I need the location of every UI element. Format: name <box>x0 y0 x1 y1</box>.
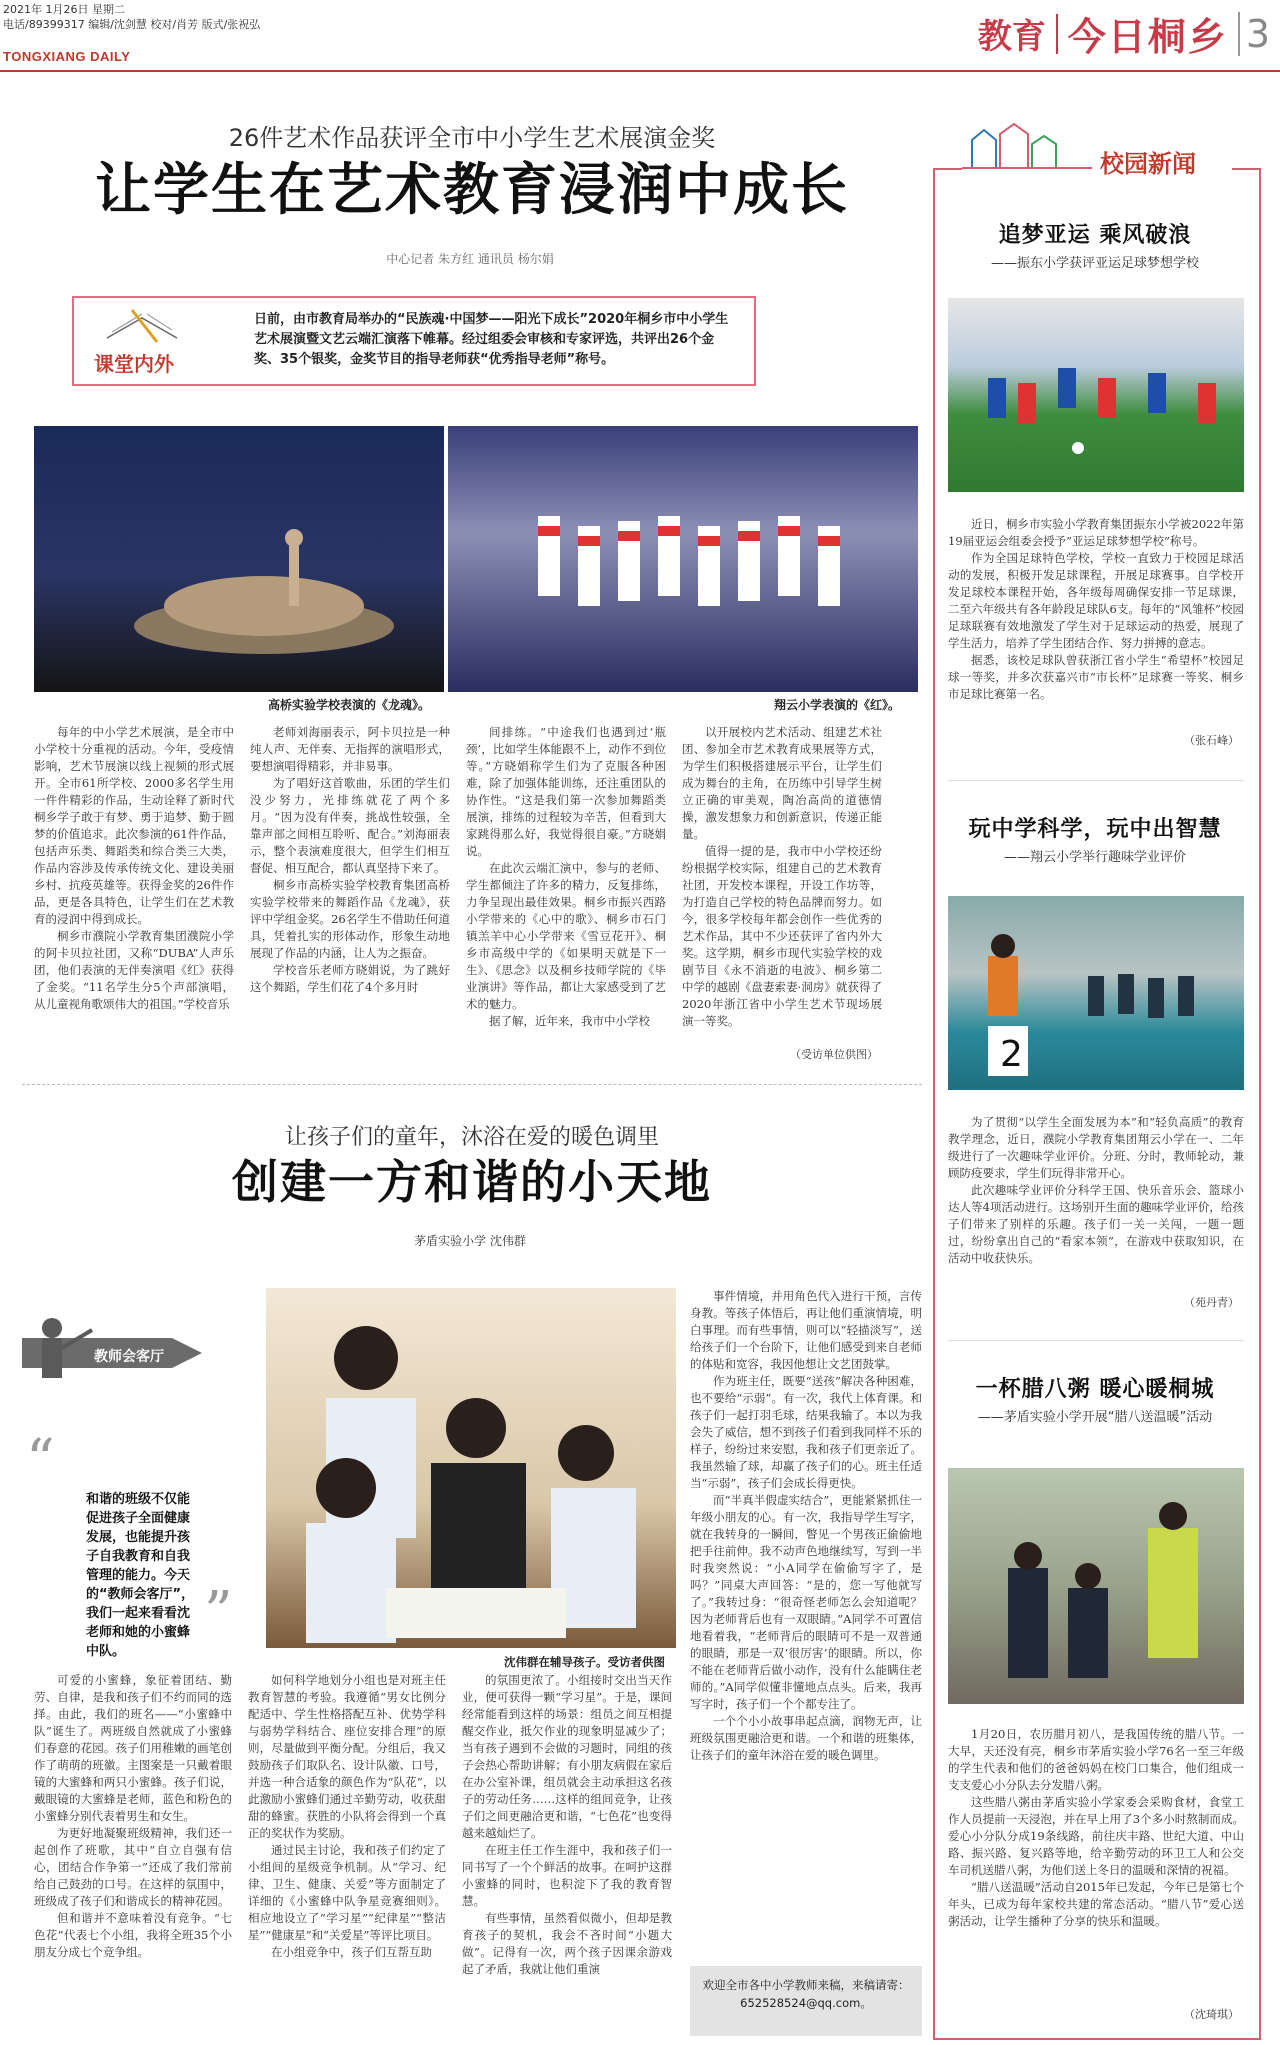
teacher-students-illustration <box>266 1288 676 1648</box>
photo-choir <box>448 426 918 692</box>
paragraph: 有些事情，虽然看似微小，但却是教育孩子的契机，我会不吝时间“小题大做”。记得有一次，两个孩子因课余游戏起了矛盾，我就让他们重演 <box>462 1911 672 1976</box>
intro-text: 日前，由市教育局举办的“民族魂·中国梦——阳光下成长”2020年桐乡市中小学生艺术展演暨文艺云端汇演落下帷幕。经过组委会审核和专家评选，共评出26个金奖、35个银奖，金奖节目的指导老师获“优秀指导老师”称号。 <box>254 312 729 367</box>
pencil-book-icon <box>102 308 182 348</box>
second-headline: 创建一方和谐的小天地 <box>232 1155 712 1209</box>
sidebar-body-3 <box>948 1726 1244 1994</box>
photo-left-caption: 高桥实验学校表演的《龙魂》。 <box>268 698 431 712</box>
paragraph: 据悉，该校足球队曾获浙江省小学生“希望杯”校园足球一等奖，并多次获嘉兴市“市长杯”足球赛一等奖、桐乡市足球比赛第一名。 <box>948 653 1244 701</box>
sidebar-headline-2: 玩中学科学，玩中出智慧 <box>968 817 1222 842</box>
contribution-notice <box>690 1966 922 2036</box>
sidebar-author-3: （沈琦琪） <box>1184 2008 1239 2021</box>
header-staff: 电话/89399317 编辑/沈剑慧 校对/肖芳 版式/张祝弘 <box>3 18 261 31</box>
second-col-2 <box>248 1672 446 2032</box>
paragraph: 值得一提的是，我市中小学校还纷纷根据学校实际，组建自己的艺术教育社团，开发校本课程，开设工作坊等，为打造自己学校的特色品牌而努力。如今，很多学校每年都会创作一些优秀的艺术作品，其中不少还获评了省内外大奖。这学期，桐乡市现代实验学校的戏剧节目《永不消逝的电波》、桐乡第二中学的越剧《盘妻索妻·洞房》就获得了2020年浙江省中小学生艺术节现场展演一等奖。 <box>682 844 882 1028</box>
paragraph: 在此次云端汇演中，参与的老师、学生都倾注了许多的精力，反复排练，力争呈现出最佳效果。桐乡市振兴西路小学带来的《心中的歌》、桐乡市石门镇羔羊中心小学带来《雪豆花开》、桐乡市高级中学的《如果明天就是下一生》、《思念》以及桐乡技师学院的《毕业演讲》等作品，都让大家感受到了艺术的魅力。 <box>466 861 666 1011</box>
paragraph: “腊八送温暖”活动自2015年已发起，今年已是第七个年头，已成为每年家校共建的常态活动。“腊八节”爱心送粥活动，让学生播种了分享的快乐和温暖。 <box>948 1880 1244 1928</box>
paragraph: 为了唱好这首歌曲，乐团的学生们没少努力，光排练就花了两个多月。“因为没有伴奏，挑战性较强，全靠声部之间相互聆听、配合。”刘海丽表示，整个表演难度很大，但学生们相互督促、相互配合，都认真坚持下来了。 <box>250 776 450 875</box>
photo-teacher-students <box>266 1288 676 1648</box>
sidebar-author-1: （张石峰） <box>1184 734 1239 747</box>
paragraph: 作为班主任，既要“送孩”解决各种困难，也不要给“示弱”。有一次，我代上体育课。和孩子们一起打羽毛球，结果我输了。本以为我会失了威信，想不到孩子们看到我同样不乐的样子，纷纷过来安慰，我和孩子们更亲近了。我虽然输了球，却赢了孩子们的心。班主任适当“示弱”，孩子们会成长得更快。 <box>690 1374 922 1490</box>
second-col-4 <box>690 1288 922 1958</box>
header-masthead <box>978 6 1270 61</box>
second-col-1 <box>34 1672 232 2032</box>
sidebar-subhead-3: ——茅盾实验小学开展“腊八送温暖”活动 <box>977 1410 1213 1425</box>
second-kicker: 让孩子们的童年，沐浴在爱的暖色调里 <box>284 1125 659 1150</box>
paragraph: 桐乡市濮院小学教育集团濮院小学的阿卡贝拉社团，又称“DUBA”人声乐团，他们表演的无伴奏演唱《红》获得了金奖。“11名学生分5个声部演唱，从儿童视角歌颂伟大的祖国。”学校音乐 <box>34 929 234 1011</box>
second-byline: 茅盾实验小学 沈伟群 <box>414 1234 526 1248</box>
quote-open-icon: “ <box>26 1428 55 1493</box>
paragraph: 作为全国足球特色学校，学校一直致力于校园足球活动的发展，积极开发足球课程，开展足球赛事。自学校开发足球校本课程开始，各年级每周确保安排一节足球课，二至六年级共有各年龄段足球队6支。每年的“风雏杯”校园足球联赛有效地激发了学生对于足球运动的热爱，展现了学生活力，培养了学生团结合作、努力拼搏的意志。 <box>948 551 1244 650</box>
pull-quote: 和谐的班级不仅能促进孩子全面健康发展，也能提升孩子自我教育和自我管理的能力。今天的“教师会客厅”，我们一起来看看沈老师和她的小蜜蜂中队。 <box>86 1492 195 1659</box>
paragraph: 以开展校内艺术活动、组建艺术社团、参加全市艺术教育成果展等方式，为学生们积极搭建展示平台，让学生们成为舞台的主角，在历练中引导学生树立正确的审美观，陶冶高尚的道德情操，激发想象力和创新意识，传递正能量。 <box>682 725 882 841</box>
paragraph: 在班主任工作生涯中，我和孩子们一同书写了一个个鲜活的故事。在呵护这群小蜜蜂的同时，也积淀下了我的教育智慧。 <box>462 1843 672 1908</box>
paragraph: 近日，桐乡市实验小学教育集团振东小学被2022年第19届亚运会组委会授予“亚运足球梦想学校”称号。 <box>948 517 1244 548</box>
contribution-text: 欢迎全市各中小学教师来稿，来稿请寄：652528524@qq.com。 <box>702 1978 910 2010</box>
photo-dragon-dance <box>34 426 444 692</box>
paragraph: 每年的中小学艺术展演，是全市中小学校十分重视的活动。今年，受疫情影响，艺术节展演以线上视频的形式展开。全市61所学校、2000多名学生用一件件精彩的作品，生动诠释了新时代桐乡学子敢于有梦、勇于追梦、勤于圆梦的价值追求。此次参演的61件作品，包括声乐类、舞蹈类和综合类三大类，作品内容涉及传承传统文化、建设美丽乡村、抗疫英雄等。获得金奖的26件作品，更是各具特色，让学生们在艺术教育的浸润中得到成长。 <box>34 725 234 926</box>
paragraph: 间排练。“中途我们也遇到过‘瓶颈’，比如学生体能跟不上，动作不到位等。”方晓娟称学生们为了克服各种困难，除了加强体能训练，还注重团队的协作性。“这是我们第一次参加舞蹈类展演，排练的过程较为辛苦，但看到大家跳得那么好，我觉得很自豪。”方晓娟说。 <box>466 725 666 858</box>
main-col-3 <box>466 724 666 1064</box>
section-name: 教育 <box>977 17 1046 57</box>
paragraph: 学校音乐老师方晓娟说，为了跳好这个舞蹈，学生们花了4个多月时 <box>250 963 450 994</box>
main-col-4 <box>682 724 882 1044</box>
porridge-illustration <box>948 1468 1244 1704</box>
sidebar-divider <box>948 780 1244 781</box>
main-col-2 <box>250 724 450 1064</box>
intro-box <box>72 296 756 386</box>
main-headline: 让学生在艺术教育浸润中成长 <box>95 158 849 223</box>
photo-science-game <box>948 896 1244 1090</box>
paper-name: 今日桐乡 <box>1067 14 1228 59</box>
paragraph: 1月20日，农历腊月初八，是我国传统的腊八节。一大早，天还没有亮，桐乡市茅盾实验小学76名一至三年级的学生代表和他们的爸爸妈妈在校门口集合，他们组成一支支爱心小分队去分发腊八粥。 <box>948 1727 1244 1792</box>
paragraph: 为更好地凝聚班级精神，我们还一起创作了班歌，其中“自立自强有信心，团结合作争第一”还成了我们常前给自己鼓劲的口号。在这样的氛围中，班级成了孩子们和谐成长的精神花园。 <box>34 1826 232 1908</box>
main-col-1 <box>34 724 234 1064</box>
second-photo-caption: 沈伟群在辅导孩子。受访者供图 <box>504 1655 665 1669</box>
paragraph: 通过民主讨论，我和孩子们约定了小组间的星级竞争机制。从“学习、纪律、卫生、健康、关爱”等方面制定了详细的《小蜜蜂中队争星竞赛细则》。相应地设立了“学习星”“纪律星”“整洁星”“健康星”和“关爱星”等评比项目。 <box>248 1843 446 1942</box>
paragraph: 桐乡市高桥实验学校教育集团高桥实验学校带来的舞蹈作品《龙魂》，获评中学组金奖。26名学生不借助任何道具，凭着扎实的形体动作，形象生动地展现了作品的内涵，让人为之振奋。 <box>250 878 450 960</box>
photo-football <box>948 298 1244 492</box>
football-illustration <box>948 298 1244 492</box>
sidebar-author-2: （苑丹青） <box>1184 1296 1239 1309</box>
paragraph: 据了解，近年来，我市中小学校 <box>489 1014 650 1028</box>
svg-text:2: 2 <box>1000 1034 1023 1075</box>
page-number: 3 <box>1238 12 1270 56</box>
photo-laba-porridge <box>948 1468 1244 1704</box>
sidebar-headline-3: 一杯腊八粥 暖心暖桐城 <box>975 1377 1215 1402</box>
header-date: 2021年 1月26日 星期二 <box>3 3 125 16</box>
quote-close-icon: ” <box>204 1580 233 1645</box>
section-divider <box>22 1084 922 1085</box>
paragraph: 此次趣味学业评价分科学王国、快乐音乐会、篮球小达人等4项活动进行。这场别开生面的趣味学业评价，给孩子们带来了别样的乐趣。孩子们一关一关闯，一题一题过，纷纷拿出自己的“看家本领”，在游戏中获取知识，在活动中收获快乐。 <box>948 1183 1244 1265</box>
header-meta <box>3 2 260 32</box>
paragraph: 在小组竞争中，孩子们互帮互助 <box>271 1945 432 1959</box>
paragraph: 一个个小小故事串起点滴，润物无声，让班级氛围更融洽更和谐。一个和谐的班集体，让孩子们的童年沐浴在爱的暖色调里。 <box>690 1714 922 1762</box>
teacher-salon-label: 教师会客厅 <box>94 1349 164 1365</box>
sidebar-subhead-2: ——翔云小学举行趣味学业评价 <box>1003 850 1186 865</box>
paragraph: 而“半真半假虚实结合”，更能紧紧抓住一年级小朋友的心。有一次，我指导学生写字，就在我转身的一瞬间，瞥见一个男孩正偷偷地把手往前伸。我不动声色地继续写，写到一半时我突然说：“小A同学在偷偷写字了，是吗？”同桌大声回答：“是的，您一写他就写了。”我转过身：“很奇怪老师怎么会知道呢？因为老师背后也有一双眼睛。”A同学不可置信地看着我，“老师背后的眼睛可不是一双普通的眼睛，那是一双‘很厉害’的眼睛。所以，你不能在老师背后做小动作，没有什么能瞒住老师的。”A同学似懂非懂地点点头。后来，我再写字时，孩子们一个个都专注了。 <box>690 1493 922 1711</box>
sidebar-headline-1: 追梦亚运 乘风破浪 <box>998 223 1192 248</box>
paragraph: 老师刘海丽表示，阿卡贝拉是一种纯人声、无伴奏、无指挥的演唱形式，要想演唱得精彩，并非易事。 <box>250 725 450 773</box>
sidebar-title: 校园新闻 <box>1100 149 1196 178</box>
paragraph: 这些腊八粥由茅盾实验小学家委会采购食材，食堂工作人员提前一天浸泡，并在早上用了3个多小时熬制而成。爱心小分队分成19条线路，前往庆丰路、世纪大道、中山路、振兴路、复兴路等地，给辛勤劳动的环卫工人和公交车司机送腊八粥，为他们送上冬日的温暖和深情的祝福。 <box>948 1795 1244 1877</box>
paragraph: 但和谐并不意味着没有竞争。“七色花”代表七个小组，我将全班35个小朋友分成七个竞争组。 <box>34 1911 232 1959</box>
paragraph: 为了贯彻“以学生全面发展为本”和“轻负高质”的教育教学理念，近日，濮院小学教育集团翔云小学在一、二年级进行了一次趣味学业评价。分班、分时，教师轮动，兼顾防疫要求，学生们玩得非常开心。 <box>948 1115 1244 1180</box>
photo-right-caption: 翔云小学表演的《红》。 <box>774 698 901 712</box>
second-col-3 <box>462 1672 672 2032</box>
sidebar-body-2 <box>948 1114 1244 1310</box>
sidebar-subhead-1: ——振东小学获评亚运足球梦想学校 <box>990 256 1199 271</box>
header-brand: TONGXIANG DAILY <box>3 49 131 64</box>
science-game-illustration <box>948 896 1244 1090</box>
paragraph: 事件情境，并用角色代入进行干预，言传身教。等孩子体悟后，再让他们重演情境，明白事理。而有些事情，则可以“轻描淡写”，送给孩子们一个台阶下，让他们感受到来自老师的体贴和宽容，我因他想让文艺团鼓掌。 <box>690 1289 922 1371</box>
masthead-divider <box>1056 14 1058 54</box>
dancers-illustration <box>34 426 444 692</box>
choir-illustration <box>448 426 918 692</box>
main-kicker: 26件艺术作品获评全市中小学生艺术展演金奖 <box>228 124 716 152</box>
sidebar-body-1 <box>948 516 1244 746</box>
paragraph: 的氛围更浓了。小组接时交出当天作业，便可获得一颗“学习星”。于是，课间经常能看到这样的场景：组员之间互相提醒交作业，抵欠作业的现象明显减少了；当有孩子遇到不会做的习题时，同组的孩子会热心帮助讲解；有小朋友病假在家后在办公室补课，组员就会主动承担这名孩子的劳动任务……这样的组间竞争，让孩子们之间更融洽更和谐，“七色花”也变得越来越灿烂了。 <box>462 1673 672 1840</box>
paragraph: 如何科学地划分小组也是对班主任教育智慧的考验。我遵循“男女比例分配适中、学生性格搭配互补、优势学科与弱势学科结合、座位安排合理”的原则，尽量做到平衡分配。分组后，我又鼓励孩子们取队名、设计队徽、口号，并选一种合适象的颜色作为“队花”，以此激励小蜜蜂们通过辛勤劳动，收获甜甜的蜂蜜。获胜的小队将会得到一个真正的奖状作为奖励。 <box>248 1673 446 1840</box>
paragraph: 可爱的小蜜蜂，象征着团结、勤劳、自律，是我和孩子们不约而同的选择。由此，我们的班名——“小蜜蜂中队”诞生了。两班级自然就成了小蜜蜂们春意的花园。孩子们用稚嫩的画笔创作了萌萌的班徽。主图案是一只戴着眼镜的大蜜蜂和两只小蜜蜂。孩子们说，戴眼镜的大蜜蜂是老师，蓝色和粉色的小蜜蜂分别代表着男生和女生。 <box>34 1673 232 1823</box>
header-rule <box>0 70 1280 72</box>
intro-label: 课堂内外 <box>94 352 174 376</box>
main-credit: （受访单位供图） <box>790 1048 878 1061</box>
sidebar-divider <box>948 1340 1244 1341</box>
main-byline: 中心记者 朱方红 通讯员 杨尔娟 <box>386 252 554 266</box>
